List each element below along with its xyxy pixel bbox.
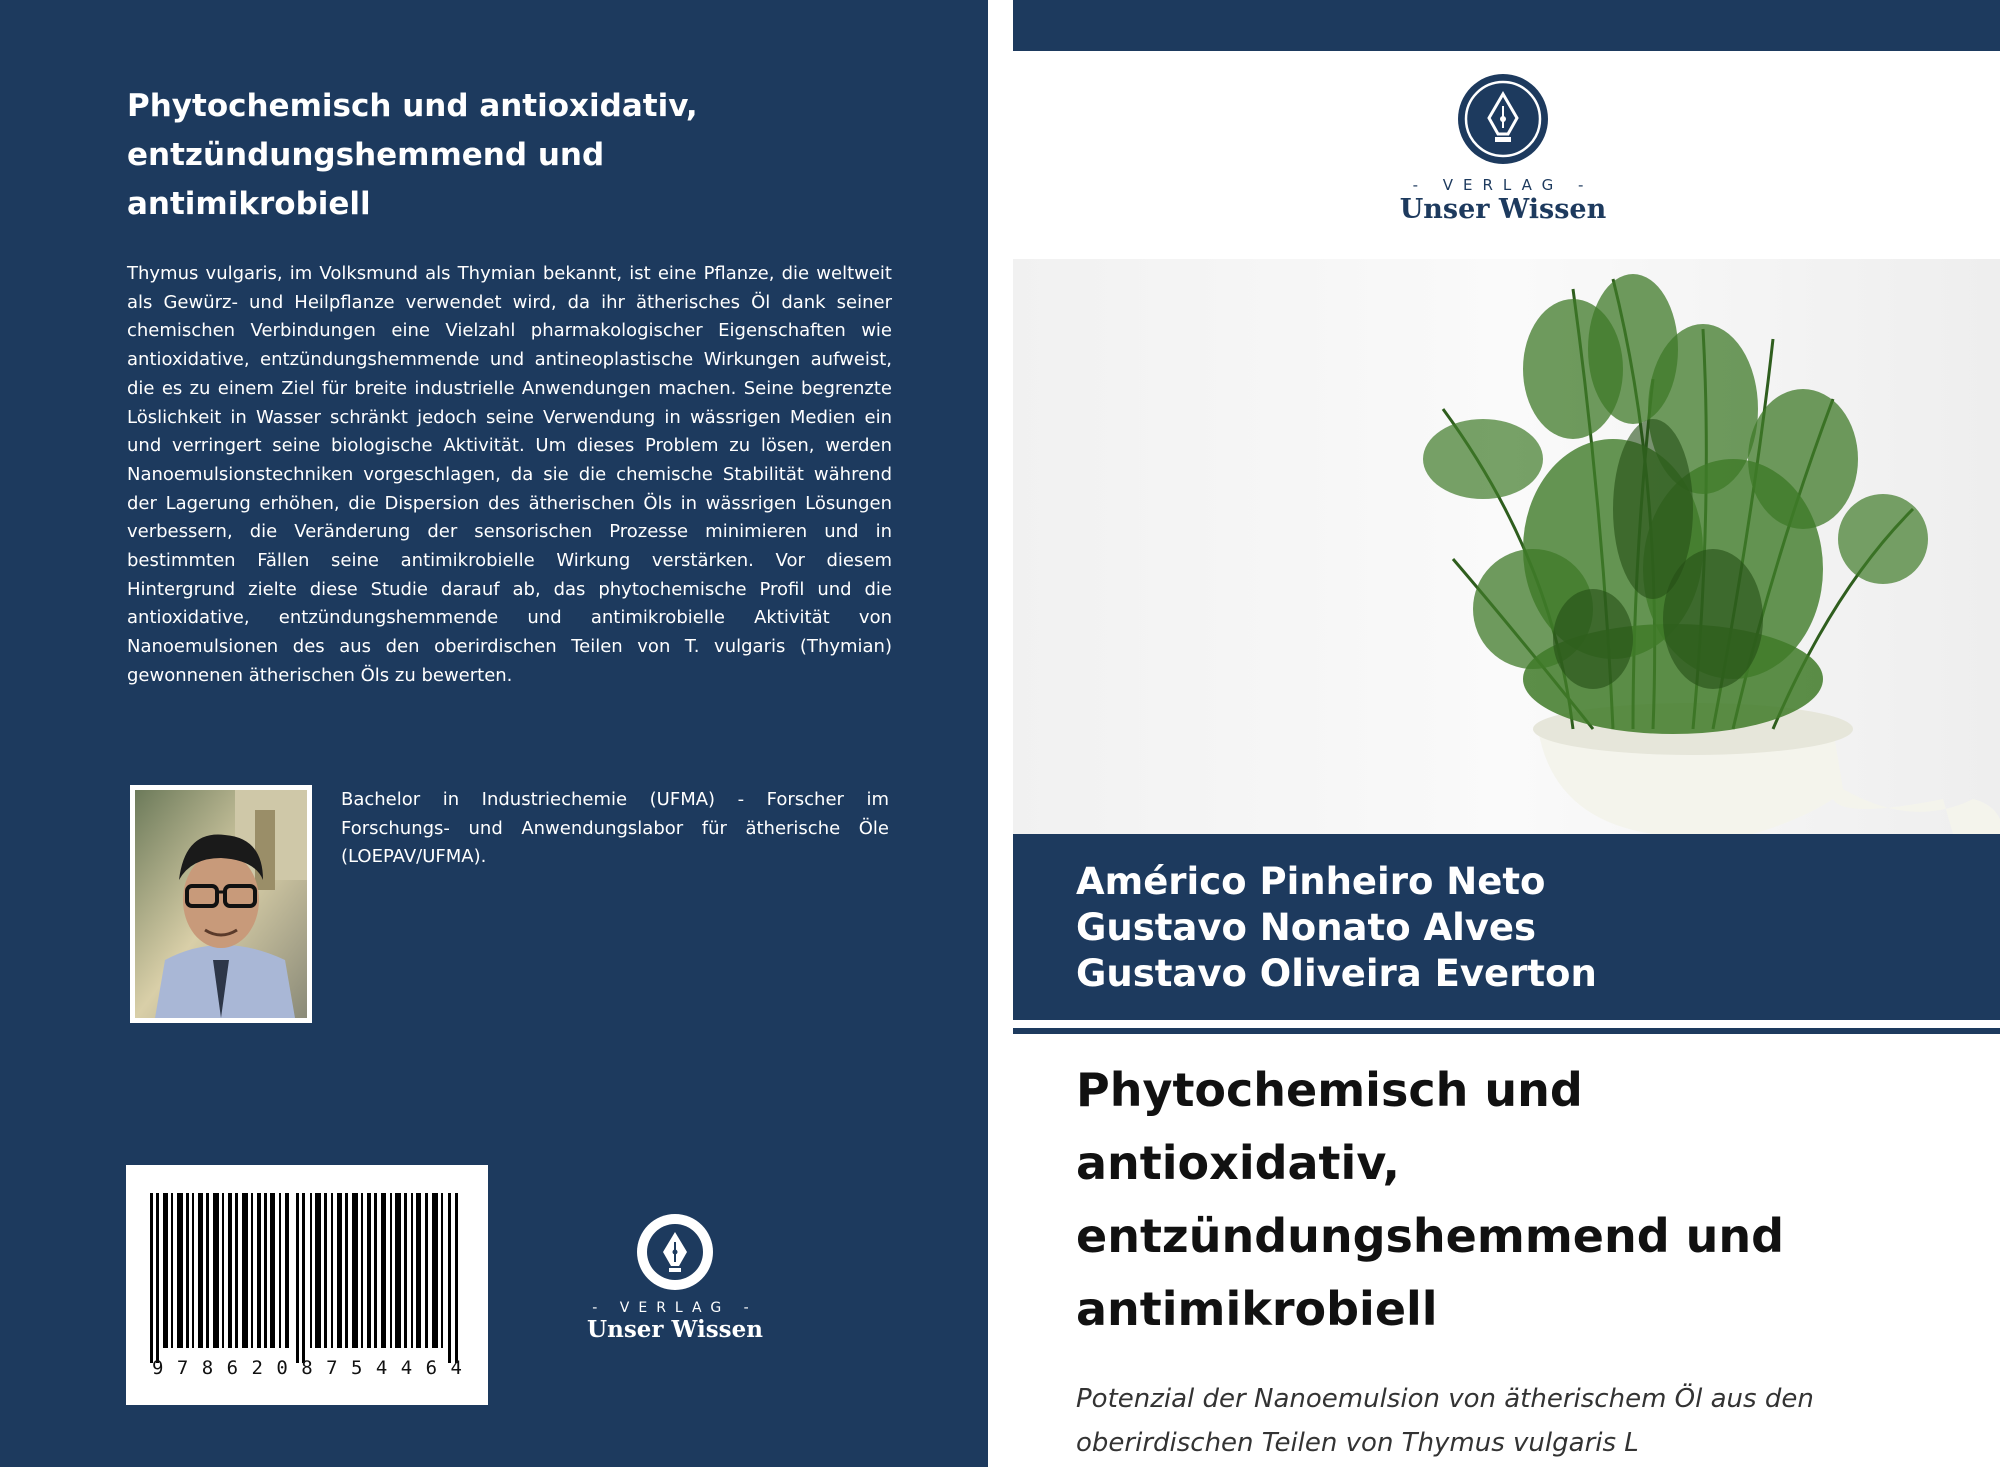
front-title-line: Phytochemisch und — [1076, 1063, 1583, 1117]
back-publisher-verlag: - VERLAG - — [592, 1300, 758, 1316]
barcode-digits — [146, 1357, 468, 1379]
author-name: Américo Pinheiro Neto — [1076, 860, 1546, 903]
subtitle-line: Potenzial der Nanoemulsion von ätherischem Öl aus den — [1076, 1384, 1814, 1414]
front-title-line: antimikrobiell — [1076, 1282, 1438, 1336]
isbn-barcode — [126, 1165, 488, 1405]
back-cover-title — [127, 82, 887, 229]
barcode-bars — [146, 1193, 468, 1363]
front-title-line: antioxidativ, — [1076, 1136, 1401, 1190]
back-cover-blurb: Thymus vulgaris, im Volksmund als Thymian bekannt, ist eine Pflanze, die weltweit als Gewürz- und Heilpflanze verwendet wird, da ihr ätherisches Öl dank seiner chemischen Verbindungen eine Vielzahl pharmakologischer Eigenschaften wie antioxidative, entzündungshemmende und antineoplastische Wirkungen aufweist, die es zu einem Ziel für breite industrielle Anwendungen machen. Seine begrenzte Löslichkeit in Wasser schränkt jedoch seine Verwendung in wässrigen Medien ein und verringert seine biologische Aktivität. Um dieses Problem zu lösen, werden Nanoemulsionstechniken vorgeschlagen, da sie die chemische Stabilität während der Lagerung erhöhen, die Dispersion des ätherischen Öls in wässrigen Lösungen verbessern, die Veränderung der sensorischen Prozesse minimieren und in bestimmten Fällen seine antimikrobielle Wirkung verstärken. Vor diesem Hintergrund zielte diese Studie darauf ab, das phytochemische Profil und die antioxidative, entzündungshemmende und antimikrobielle Aktivität von Nanoemulsionen des aus den oberirdischen Teilen von T. vulgaris (Thymian) gewonnenen ätherischen Öls zu bewerten. — [127, 263, 892, 686]
back-title-line: Phytochemisch und antioxidativ, — [127, 88, 698, 124]
barcode-digit: 7 — [326, 1357, 338, 1379]
fountain-pen-nib-icon — [1456, 72, 1550, 166]
front-cover — [1013, 0, 2000, 1467]
barcode-digit: 6 — [425, 1357, 438, 1379]
spine — [988, 0, 1013, 1467]
authors-band — [1013, 834, 2000, 1020]
author-bio: Bachelor in Industriechemie (UFMA) - Forscher im Forschungs- und Anwendungslabor für ätherische Öle (LOEPAV/UFMA). — [341, 789, 889, 868]
barcode-digit: 8 — [201, 1357, 214, 1379]
author-name: Gustavo Nonato Alves — [1076, 906, 1537, 949]
front-publisher-logo — [1383, 72, 1623, 225]
top-band — [1013, 0, 2000, 51]
author-photo — [130, 785, 312, 1023]
barcode-digit: 9 — [152, 1357, 164, 1379]
barcode-digit: 4 — [450, 1357, 462, 1379]
divider-rule — [1013, 1028, 2000, 1034]
barcode-digit: 0 — [276, 1357, 288, 1379]
front-title-line: entzündungshemmend und — [1076, 1209, 1785, 1263]
back-title-line: entzündungshemmend und — [127, 137, 605, 173]
barcode-digit: 4 — [375, 1357, 388, 1379]
barcode-digit: 6 — [226, 1357, 239, 1379]
front-publisher-verlag: - VERLAG - — [1412, 176, 1594, 194]
barcode-digit: 2 — [251, 1357, 263, 1379]
barcode-digit: 5 — [351, 1357, 363, 1379]
fountain-pen-nib-icon — [635, 1212, 715, 1292]
front-publisher-name: Unser Wissen — [1399, 194, 1607, 225]
front-cover-title — [1076, 1054, 1976, 1346]
subtitle-line: oberirdischen Teilen von Thymus vulgaris L — [1076, 1428, 1639, 1458]
barcode-digit: 4 — [400, 1357, 413, 1379]
back-publisher-name: Unser Wissen — [587, 1316, 763, 1343]
front-cover-subtitle — [1076, 1377, 1976, 1465]
barcode-digit: 7 — [176, 1357, 189, 1379]
back-publisher-logo — [570, 1212, 780, 1343]
cover-photo-rosemary — [1013, 259, 2000, 834]
author-list — [1076, 859, 1597, 997]
author-name: Gustavo Oliveira Everton — [1076, 952, 1597, 995]
back-title-line: antimikrobiell — [127, 186, 371, 222]
barcode-digit: 8 — [301, 1357, 313, 1379]
back-cover — [0, 0, 988, 1467]
